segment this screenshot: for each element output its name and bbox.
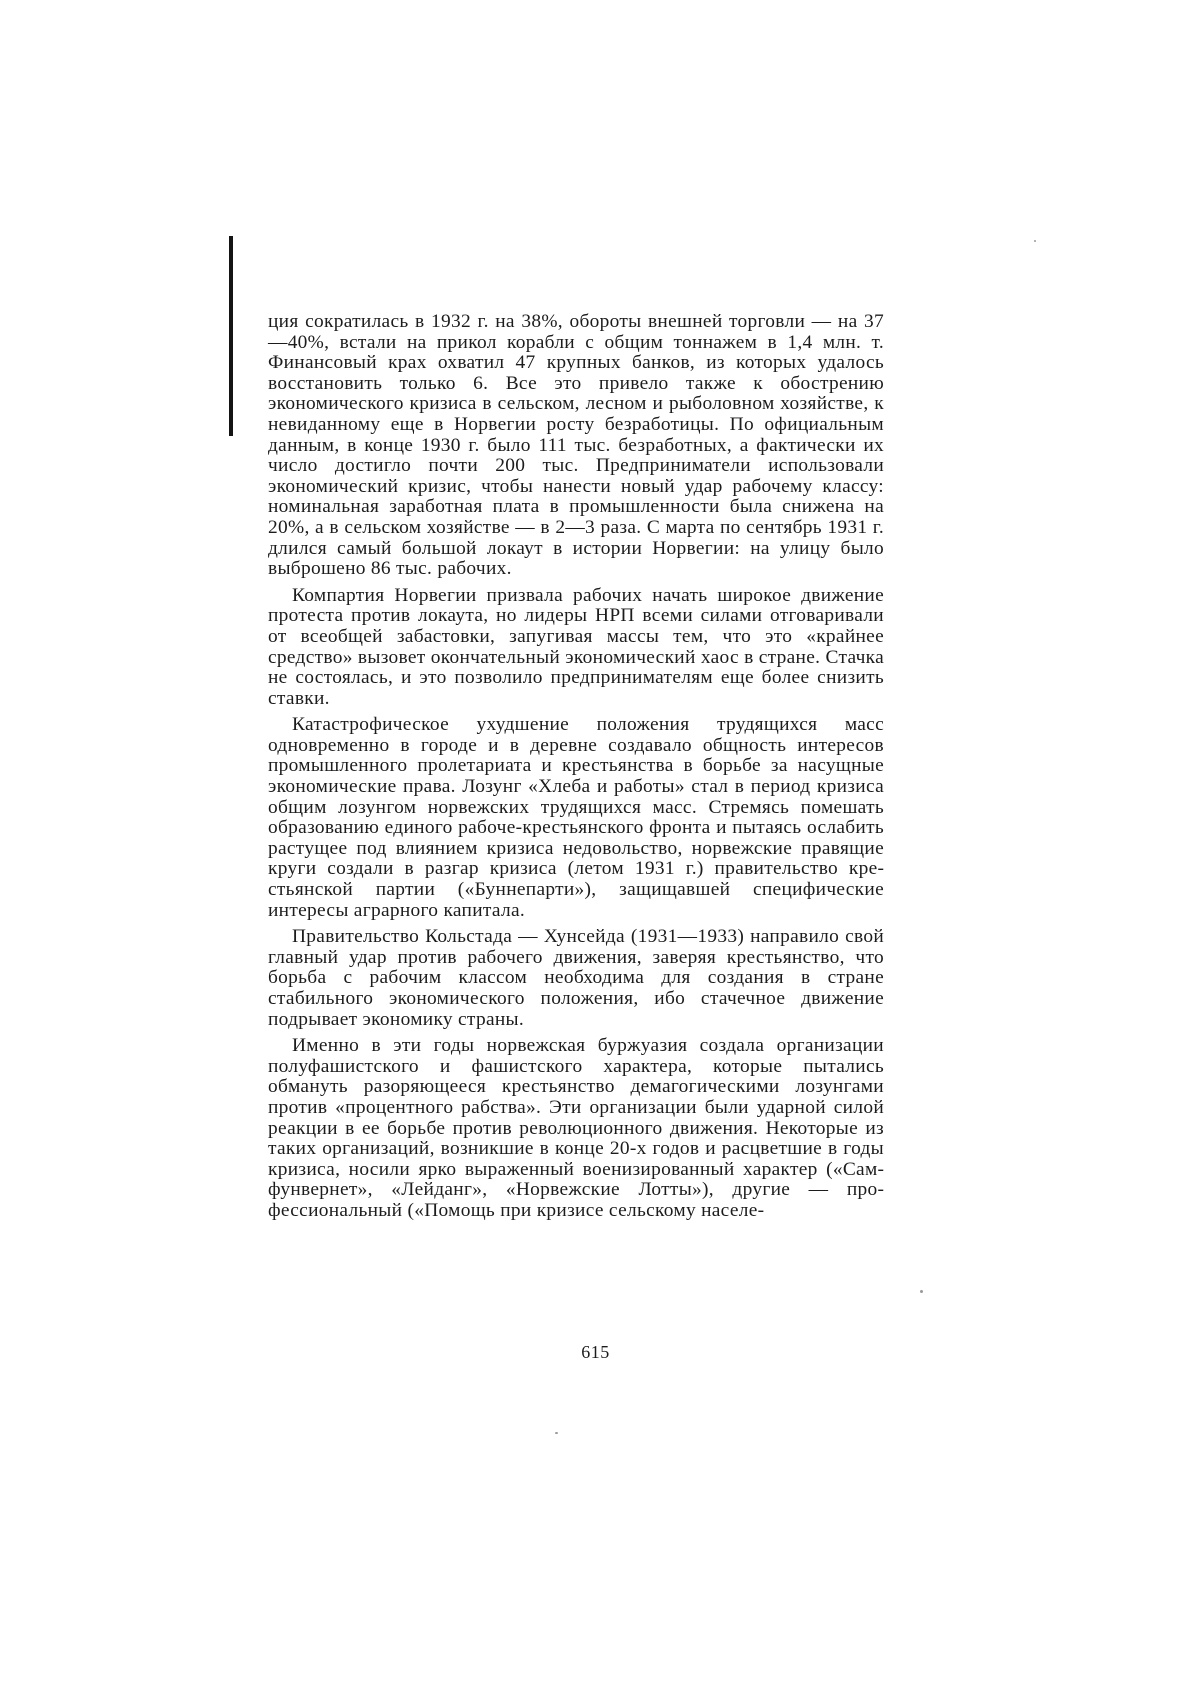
paragraph-kolstad-government: Правительство Кольстада — Хунсейда (1931—1933) направило свой главный удар против рабочего движения, заверяя крестьянство, что борьба с рабочим классом необходима для создания в стране стабильного экономического положения, ибо стачечное движение подрывает экономику страны. (268, 926, 884, 1030)
paragraph-communist-party: Компартия Норвегии призвала рабочих начать широкое движение протеста против локаута, но лидеры НРП всеми силами отговаривали от всеобщей забастовки, запугивая массы тем, что это «крайнее средство» вызовет окончательный экономический хаос в стране. Стачка не состоялась, и это позволило предпринимателям еще более снизить ставки. (268, 584, 884, 709)
scan-margin-mark (229, 236, 233, 436)
paragraph-workers-peasants: Катастрофическое ухудшение положения трудящихся масс одновременно в городе и в деревне создавало общность интересов промышленного пролетариата и крестьянства в борьбе за насущные экономические права. Лозунг «Хлеба и работы» стал в период кризиса общим лозунгом норвежских трудящихся масс. Стремясь помешать образованию единого рабоче-крестьянского фронта и пытаясь ослабить растущее под влиянием кризиса недовольство, норвежские правящие круги создали в разгар кризиса (летом 1931 г.) правительство крестьянской партии («Буннепарти»), защищавшей специфические интересы аграрного капитала. (268, 714, 884, 921)
paragraph-continuation: ция сократилась в 1932 г. на 38%, обороты внешней торговли — на 37—40%, встали на прикол корабли с общим тоннажем в 1,4 млн. т. Финансовый крах охватил 47 крупных банков, из которых удалось восстановить только 6. Все это привело также к обострению экономического кризиса в сельском, лесном и рыболовном хозяйстве, к невиданному еще в Норвегии росту безработицы. По официальным данным, в конце 1930 г. было 111 тыс. безработных, а фактически их число достигло почти 200 тыс. Предприниматели использовали экономический кризис, чтобы нанести новый удар рабочему классу: номинальная заработная плата в промышленности была снижена на 20%, а в сельском хозяйстве — в 2—3 раза. С марта по сентябрь 1931 г. длился самый большой локаут в истории Норвегии: на улицу было выброшено 86 тыс. рабочих. (268, 311, 884, 580)
scan-speck (1034, 240, 1036, 242)
page-number: 615 (581, 1342, 610, 1362)
page-body-text (268, 312, 884, 1228)
scan-speck (555, 1432, 558, 1434)
paragraph-fascist-organizations: Именно в эти годы норвежская буржуазия создала организации полуфашистского и фашистского характера, которые пытались обмануть разоряющееся крестьянство демагогическими лозунгами против «процентного рабства». Эти организации были ударной силой реакции в ее борьбе против революционного движения. Некоторые из таких организаций, возникшие в конце 20-х годов и расцветшие в годы кризиса, носили ярко выраженный военизированный характер («Самфунвернет», «Лейданг», «Норвежские Лотты»), другие — профессиональный («Помощь при кризисе сельскому населе- (268, 1035, 884, 1221)
scan-speck (920, 1290, 923, 1293)
